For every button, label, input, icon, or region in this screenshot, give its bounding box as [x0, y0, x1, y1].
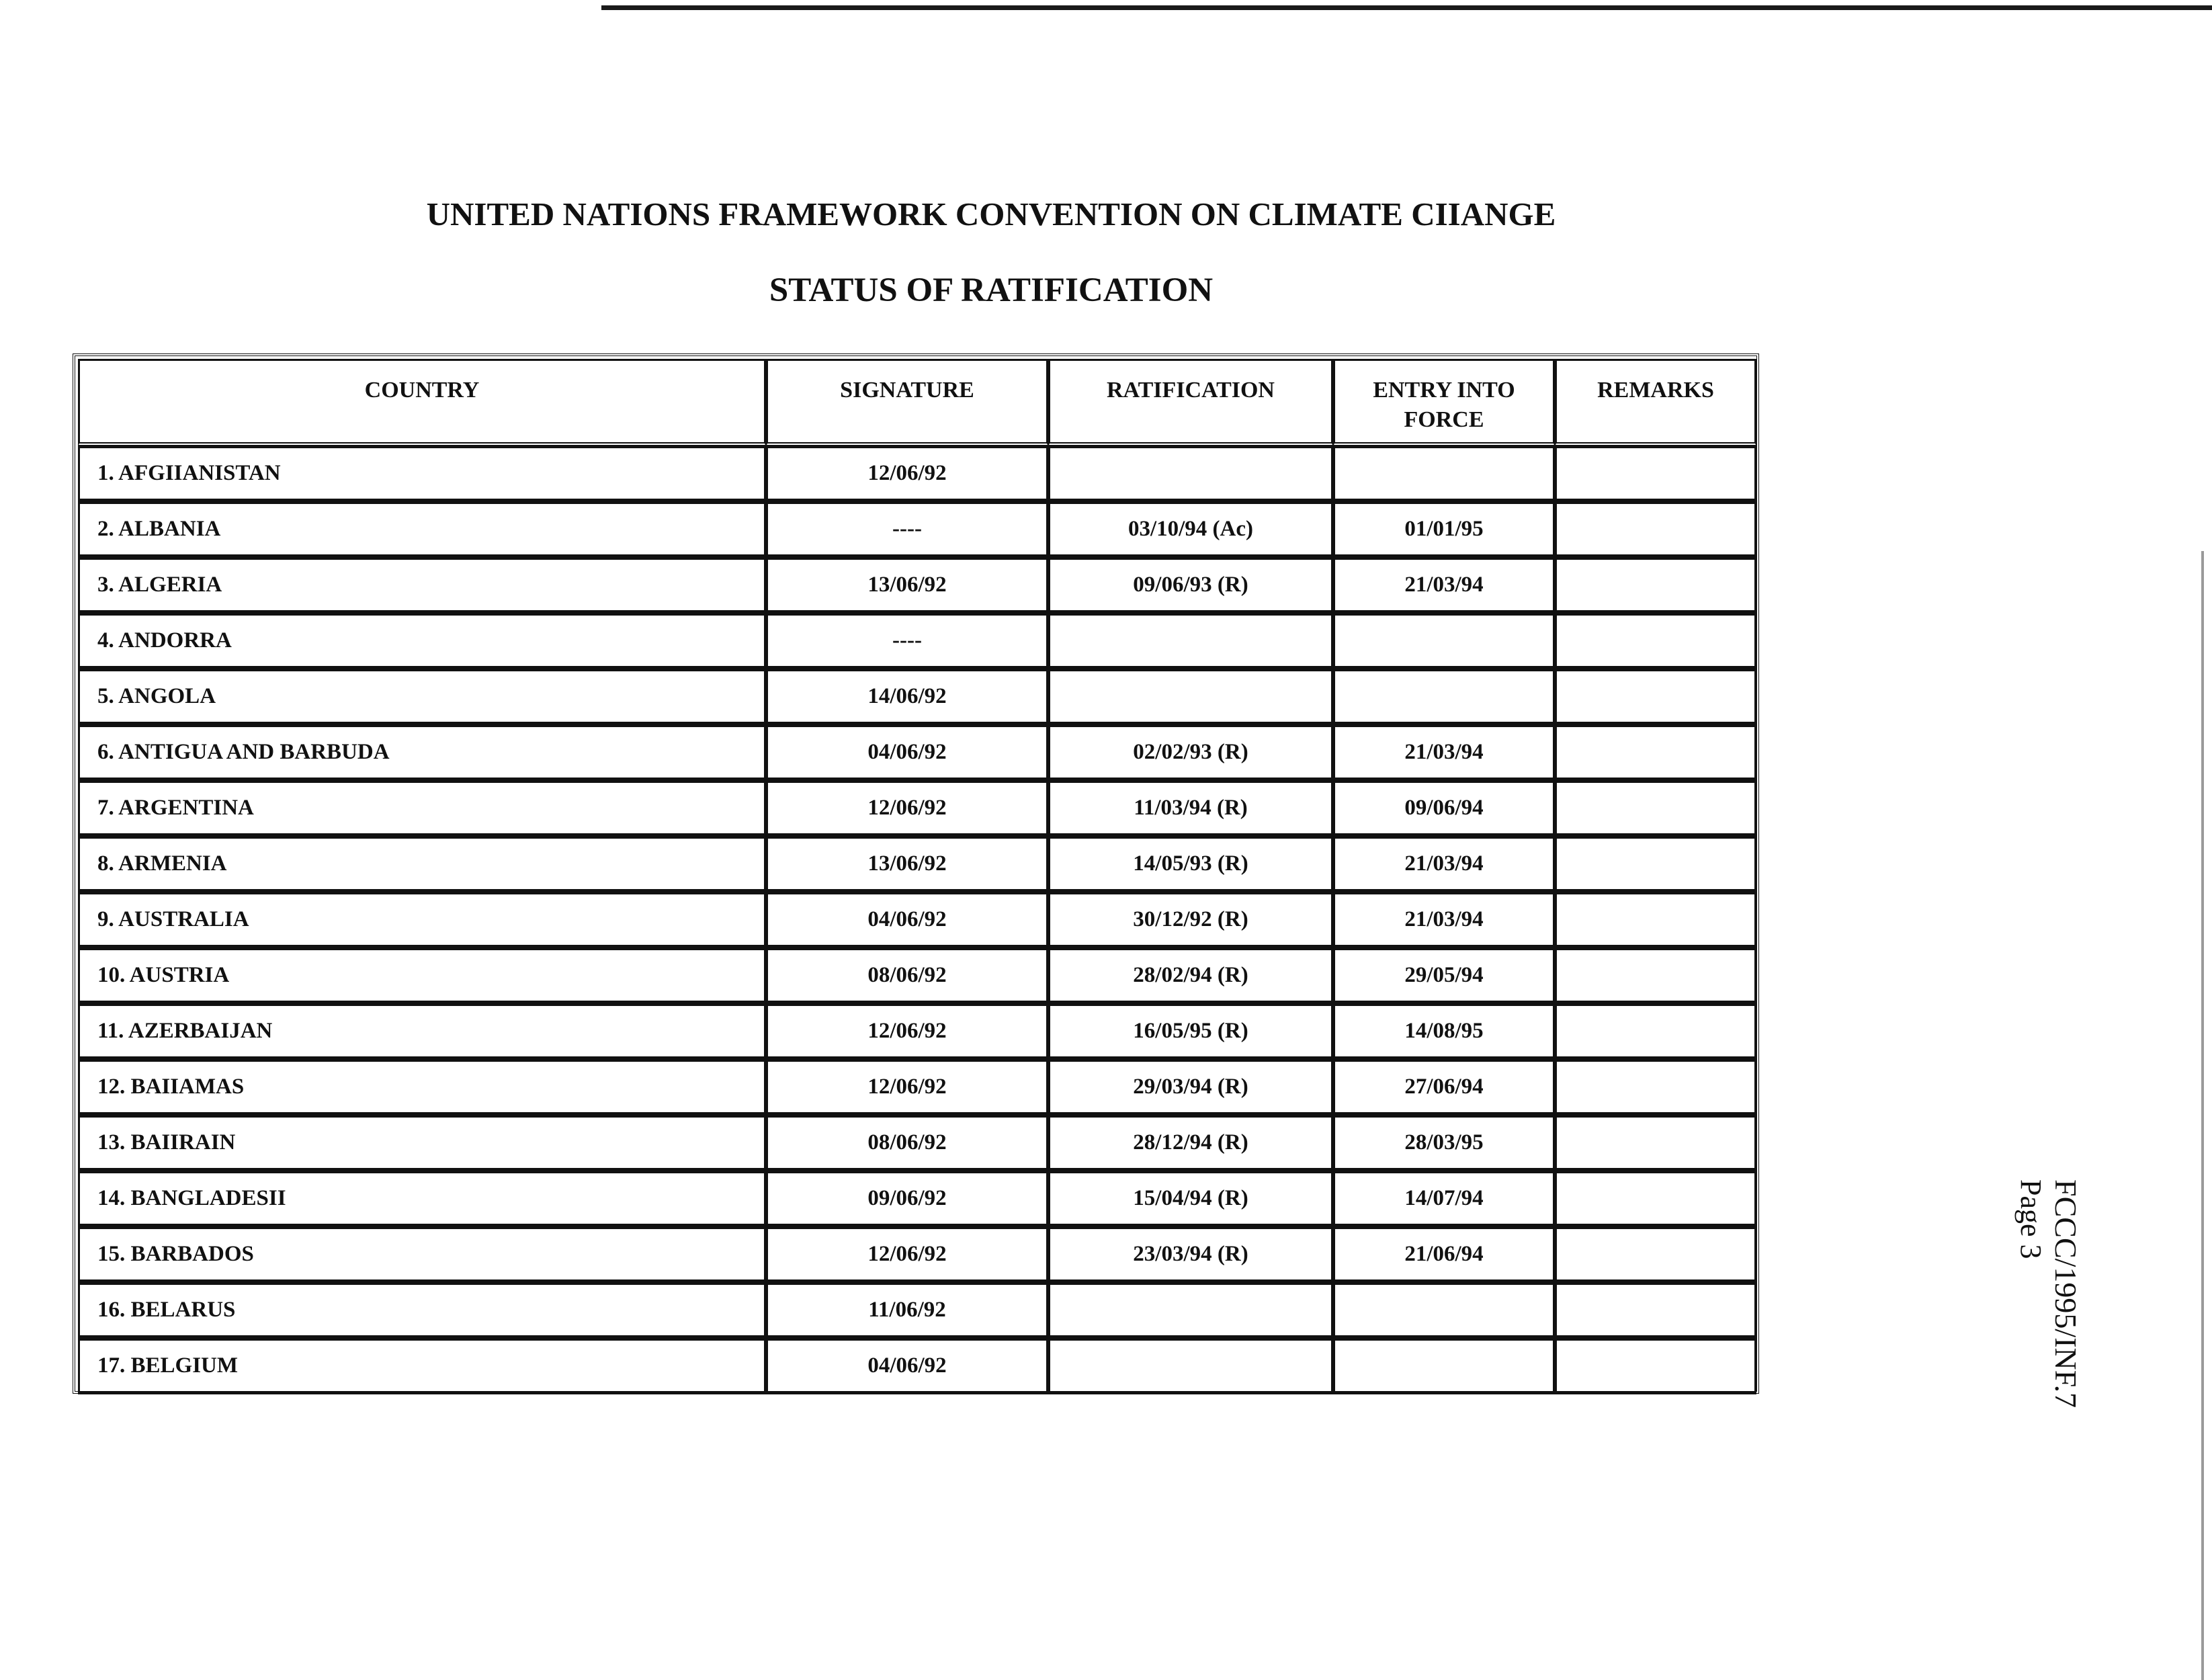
- table-row: [78, 558, 1756, 614]
- header-ratification: RATIFICATION: [1048, 359, 1333, 446]
- ratification-cell: 15/04/94 (R): [1048, 1171, 1333, 1227]
- remarks-cell: [1555, 446, 1756, 502]
- table-row: [78, 837, 1756, 892]
- table-row: [78, 1116, 1756, 1171]
- ratification-cell: 28/02/94 (R): [1048, 948, 1333, 1004]
- remarks-cell: [1555, 725, 1756, 781]
- ratification-cell: 02/02/93 (R): [1048, 725, 1333, 781]
- ratification-table-grid: [78, 359, 1756, 1394]
- signature-cell: 04/06/92: [766, 1339, 1048, 1394]
- page-number: Page 3: [2014, 1179, 2047, 1259]
- country-cell: 9. AUSTRALIA: [78, 892, 766, 948]
- signature-cell: 08/06/92: [766, 1116, 1048, 1171]
- header-remarks: REMARKS: [1555, 359, 1756, 446]
- table-header-row: [78, 359, 1756, 446]
- country-cell: 10. AUSTRIA: [78, 948, 766, 1004]
- remarks-cell: [1555, 1116, 1756, 1171]
- signature-cell: 11/06/92: [766, 1283, 1048, 1339]
- table-row: [78, 1227, 1756, 1283]
- entry-into-force-cell: 14/07/94: [1333, 1171, 1555, 1227]
- header-entry-into-force: [1333, 359, 1555, 446]
- entry-into-force-cell: 09/06/94: [1333, 781, 1555, 837]
- header-signature: SIGNATURE: [766, 359, 1048, 446]
- top-rule: [601, 5, 2212, 10]
- remarks-cell: [1555, 558, 1756, 614]
- entry-into-force-cell: 21/03/94: [1333, 558, 1555, 614]
- ratification-cell: 03/10/94 (Ac): [1048, 502, 1333, 558]
- country-cell: 14. BANGLADESII: [78, 1171, 766, 1227]
- country-cell: 6. ANTIGUA AND BARBUDA: [78, 725, 766, 781]
- country-cell: 5. ANGOLA: [78, 669, 766, 725]
- ratification-cell: 30/12/92 (R): [1048, 892, 1333, 948]
- entry-into-force-cell: 21/03/94: [1333, 837, 1555, 892]
- signature-cell: 13/06/92: [766, 558, 1048, 614]
- table-row: [78, 1339, 1756, 1394]
- ratification-cell: [1048, 1339, 1333, 1394]
- country-cell: 11. AZERBAIJAN: [78, 1004, 766, 1060]
- signature-cell: 14/06/92: [766, 669, 1048, 725]
- entry-into-force-cell: 01/01/95: [1333, 502, 1555, 558]
- table-row: [78, 1171, 1756, 1227]
- ratification-cell: [1048, 614, 1333, 669]
- remarks-cell: [1555, 502, 1756, 558]
- entry-into-force-cell: 29/05/94: [1333, 948, 1555, 1004]
- remarks-cell: [1555, 1227, 1756, 1283]
- table-row: [78, 948, 1756, 1004]
- remarks-cell: [1555, 1283, 1756, 1339]
- remarks-cell: [1555, 1339, 1756, 1394]
- signature-cell: 13/06/92: [766, 837, 1048, 892]
- country-cell: 7. ARGENTINA: [78, 781, 766, 837]
- table-row: [78, 502, 1756, 558]
- table-row: [78, 781, 1756, 837]
- table-row: [78, 1283, 1756, 1339]
- country-cell: 16. BELARUS: [78, 1283, 766, 1339]
- remarks-cell: [1555, 1004, 1756, 1060]
- remarks-cell: [1555, 614, 1756, 669]
- document-reference: FCCC/1995/INF.7: [2049, 1179, 2083, 1409]
- document-reference-rotated: [2013, 1179, 2083, 1408]
- signature-cell: 04/06/92: [766, 725, 1048, 781]
- entry-into-force-cell: [1333, 614, 1555, 669]
- remarks-cell: [1555, 1171, 1756, 1227]
- table-row: [78, 1004, 1756, 1060]
- signature-cell: 08/06/92: [766, 948, 1048, 1004]
- signature-cell: 12/06/92: [766, 1227, 1048, 1283]
- country-cell: 3. ALGERIA: [78, 558, 766, 614]
- signature-cell: 04/06/92: [766, 892, 1048, 948]
- document-subtitle: STATUS OF RATIFICATION: [769, 271, 1214, 309]
- header-entry-line2: FORCE: [1404, 407, 1484, 432]
- remarks-cell: [1555, 892, 1756, 948]
- entry-into-force-cell: [1333, 1283, 1555, 1339]
- ratification-cell: 14/05/93 (R): [1048, 837, 1333, 892]
- table-row: [78, 725, 1756, 781]
- ratification-cell: [1048, 446, 1333, 502]
- ratification-cell: 09/06/93 (R): [1048, 558, 1333, 614]
- ratification-cell: 23/03/94 (R): [1048, 1227, 1333, 1283]
- entry-into-force-cell: [1333, 669, 1555, 725]
- signature-cell: 09/06/92: [766, 1171, 1048, 1227]
- entry-into-force-cell: [1333, 1339, 1555, 1394]
- table-row: [78, 446, 1756, 502]
- table-row: [78, 892, 1756, 948]
- country-cell: 4. ANDORRA: [78, 614, 766, 669]
- country-cell: 12. BAIIAMAS: [78, 1060, 766, 1116]
- signature-cell: 12/06/92: [766, 781, 1048, 837]
- ratification-cell: [1048, 1283, 1333, 1339]
- table-row: [78, 1060, 1756, 1116]
- remarks-cell: [1555, 948, 1756, 1004]
- ratification-cell: 16/05/95 (R): [1048, 1004, 1333, 1060]
- entry-into-force-cell: 27/06/94: [1333, 1060, 1555, 1116]
- country-cell: 1. AFGIIANISTAN: [78, 446, 766, 502]
- entry-into-force-cell: 14/08/95: [1333, 1004, 1555, 1060]
- country-cell: 15. BARBADOS: [78, 1227, 766, 1283]
- country-cell: 8. ARMENIA: [78, 837, 766, 892]
- remarks-cell: [1555, 1060, 1756, 1116]
- header-entry-line1: ENTRY INTO: [1373, 378, 1515, 403]
- ratification-cell: 28/12/94 (R): [1048, 1116, 1333, 1171]
- document-title: UNITED NATIONS FRAMEWORK CONVENTION ON CLIMATE CIIANGE: [426, 196, 1556, 233]
- document-reference-block: [2016, 1179, 2150, 1529]
- country-cell: 17. BELGIUM: [78, 1339, 766, 1394]
- ratification-cell: 11/03/94 (R): [1048, 781, 1333, 837]
- entry-into-force-cell: 21/06/94: [1333, 1227, 1555, 1283]
- remarks-cell: [1555, 781, 1756, 837]
- remarks-cell: [1555, 669, 1756, 725]
- header-country: COUNTRY: [78, 359, 766, 446]
- table-row: [78, 614, 1756, 669]
- signature-cell: 12/06/92: [766, 1060, 1048, 1116]
- signature-cell: 12/06/92: [766, 1004, 1048, 1060]
- signature-cell: ----: [766, 614, 1048, 669]
- country-cell: 2. ALBANIA: [78, 502, 766, 558]
- entry-into-force-cell: [1333, 446, 1555, 502]
- ratification-cell: 29/03/94 (R): [1048, 1060, 1333, 1116]
- remarks-cell: [1555, 837, 1756, 892]
- signature-cell: 12/06/92: [766, 446, 1048, 502]
- signature-cell: ----: [766, 502, 1048, 558]
- entry-into-force-cell: 28/03/95: [1333, 1116, 1555, 1171]
- scan-edge-line: [2201, 551, 2204, 1680]
- ratification-cell: [1048, 669, 1333, 725]
- ratification-table: [73, 353, 1759, 1394]
- entry-into-force-cell: 21/03/94: [1333, 725, 1555, 781]
- country-cell: 13. BAIIRAIN: [78, 1116, 766, 1171]
- table-row: [78, 669, 1756, 725]
- entry-into-force-cell: 21/03/94: [1333, 892, 1555, 948]
